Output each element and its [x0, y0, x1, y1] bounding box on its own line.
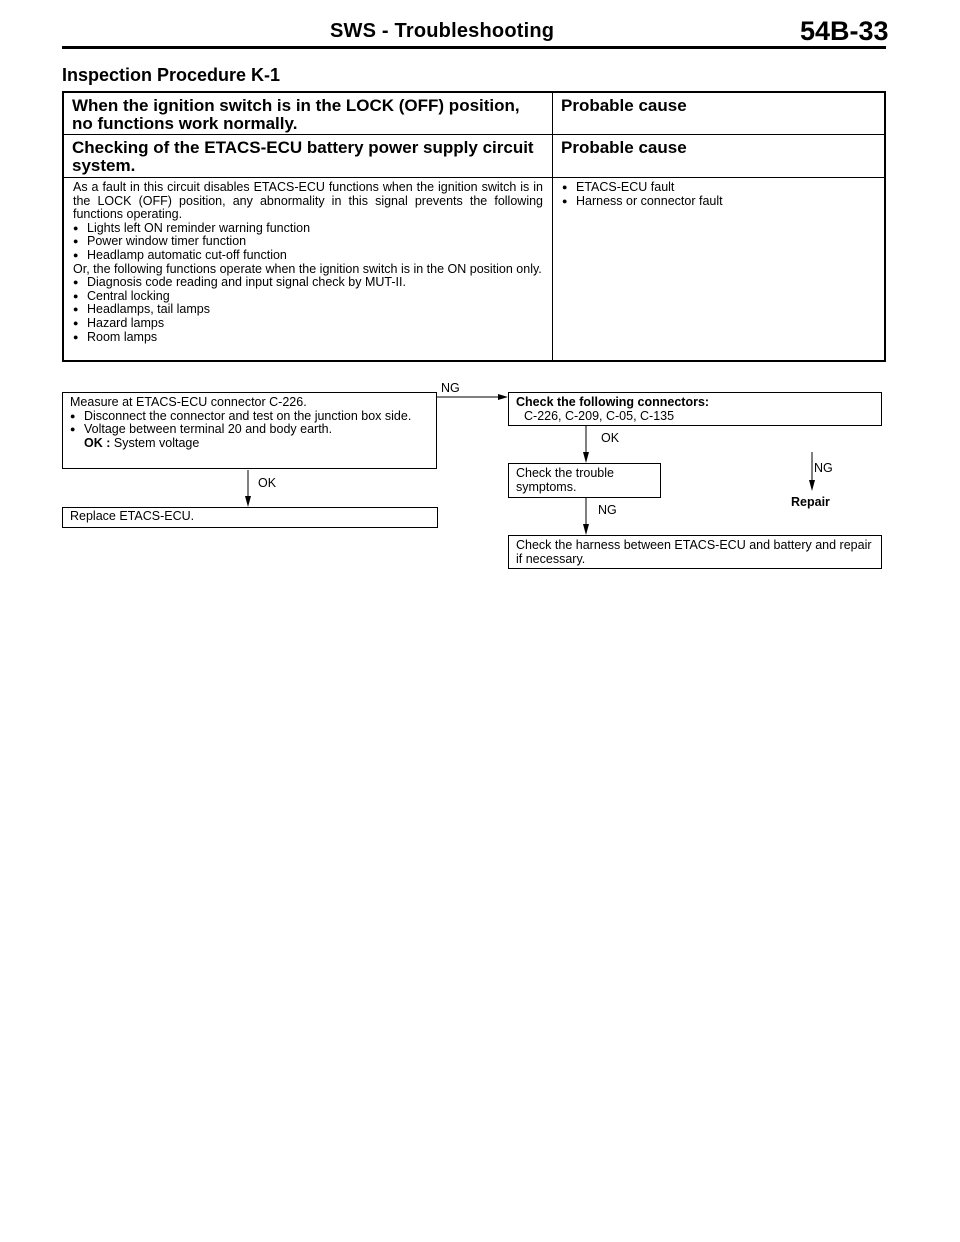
procedure-title: Inspection Procedure K-1 — [62, 65, 281, 85]
repair-label: Repair — [791, 495, 830, 509]
arrow-down-icon — [245, 496, 251, 507]
bullet-icon: ● — [73, 277, 79, 288]
arrow-right-icon — [498, 394, 508, 400]
connectors-ng-label: NG — [814, 461, 833, 475]
comment-mid: Or, the following functions operate when the ignition switch is in the ON position only. — [73, 261, 542, 276]
comment-intro: As a fault in this circuit disables ETACS-ECU functions when the ignition switch is in the LOCK (OFF) position, any abnormality in this signal prevents the following functions operating. — [73, 180, 543, 222]
symptom-cell: When the ignition switch is in the LOCK (OFF) position, no functions work normally. — [64, 93, 553, 134]
list-item: ● Headlamp automatic cut-off function — [73, 247, 287, 262]
bullet-icon: ● — [73, 304, 79, 315]
page-number: 54B-33 — [800, 16, 889, 46]
probable-cause-heading: Probable cause — [561, 96, 687, 115]
bullet-icon: ● — [73, 331, 79, 342]
check-connectors-box: Check the following connectors: C-226, C-209, C-05, C-135 — [508, 392, 882, 426]
bullet-icon: ● — [73, 290, 79, 301]
section-title: SWS - Troubleshooting — [330, 20, 555, 42]
replace-ecu-box: Replace ETACS-ECU. — [62, 507, 438, 528]
bullet-icon: ● — [73, 317, 79, 328]
list-item: ● Diagnosis code reading and input signal check by MUT-II. — [73, 275, 406, 290]
connectors-ok-label: OK — [601, 431, 620, 445]
list-item: ● Harness or connector fault — [562, 193, 723, 208]
list-item: ● Power window timer function — [73, 234, 247, 249]
list-item: ● Lights left ON reminder warning function — [73, 220, 311, 235]
bullet-icon: ● — [73, 222, 79, 233]
list-item: ● Voltage between terminal 20 and body earth. — [70, 422, 333, 437]
list-item: ● Central locking — [73, 288, 170, 303]
list-item: ● Disconnect the connector and test on the junction box side. — [70, 408, 412, 423]
arrow-down-icon — [583, 524, 589, 535]
comment-heading: Checking of the ETACS-ECU battery power supply circuit system. — [64, 135, 553, 177]
bullet-icon: ● — [562, 195, 568, 206]
measure-ok-label: OK — [258, 476, 277, 490]
bullet-icon: ● — [562, 182, 568, 192]
list-item: ● Room lamps — [73, 329, 158, 344]
bullet-icon: ● — [73, 236, 79, 247]
probable-cause-heading: Probable cause — [561, 138, 687, 157]
measure-connector-box: Measure at ETACS-ECU connector C-226. ● Disconnect the connector and test on the junction box side. ● Voltage between terminal 20 and body earth. OK : System voltage — [62, 392, 437, 469]
arrow-down-icon — [583, 452, 589, 463]
list-item: ● ETACS-ECU fault — [562, 180, 675, 194]
bullet-icon: ● — [73, 249, 79, 260]
arrow-down-icon — [809, 480, 815, 491]
list-item: ● Hazard lamps — [73, 315, 165, 330]
check-harness-box: Check the harness between ETACS-ECU and battery and repair if necessary. — [508, 535, 882, 569]
ok-criteria: OK : System voltage — [84, 435, 200, 450]
bullet-icon: ● — [70, 424, 76, 435]
check-symptoms-box: Check the trouble symptoms. — [508, 463, 661, 498]
symptoms-ng-label: NG — [598, 503, 617, 517]
list-item: ● Headlamps, tail lamps — [73, 302, 210, 317]
measure-ng-label: NG — [441, 381, 460, 395]
bullet-icon: ● — [70, 410, 76, 421]
